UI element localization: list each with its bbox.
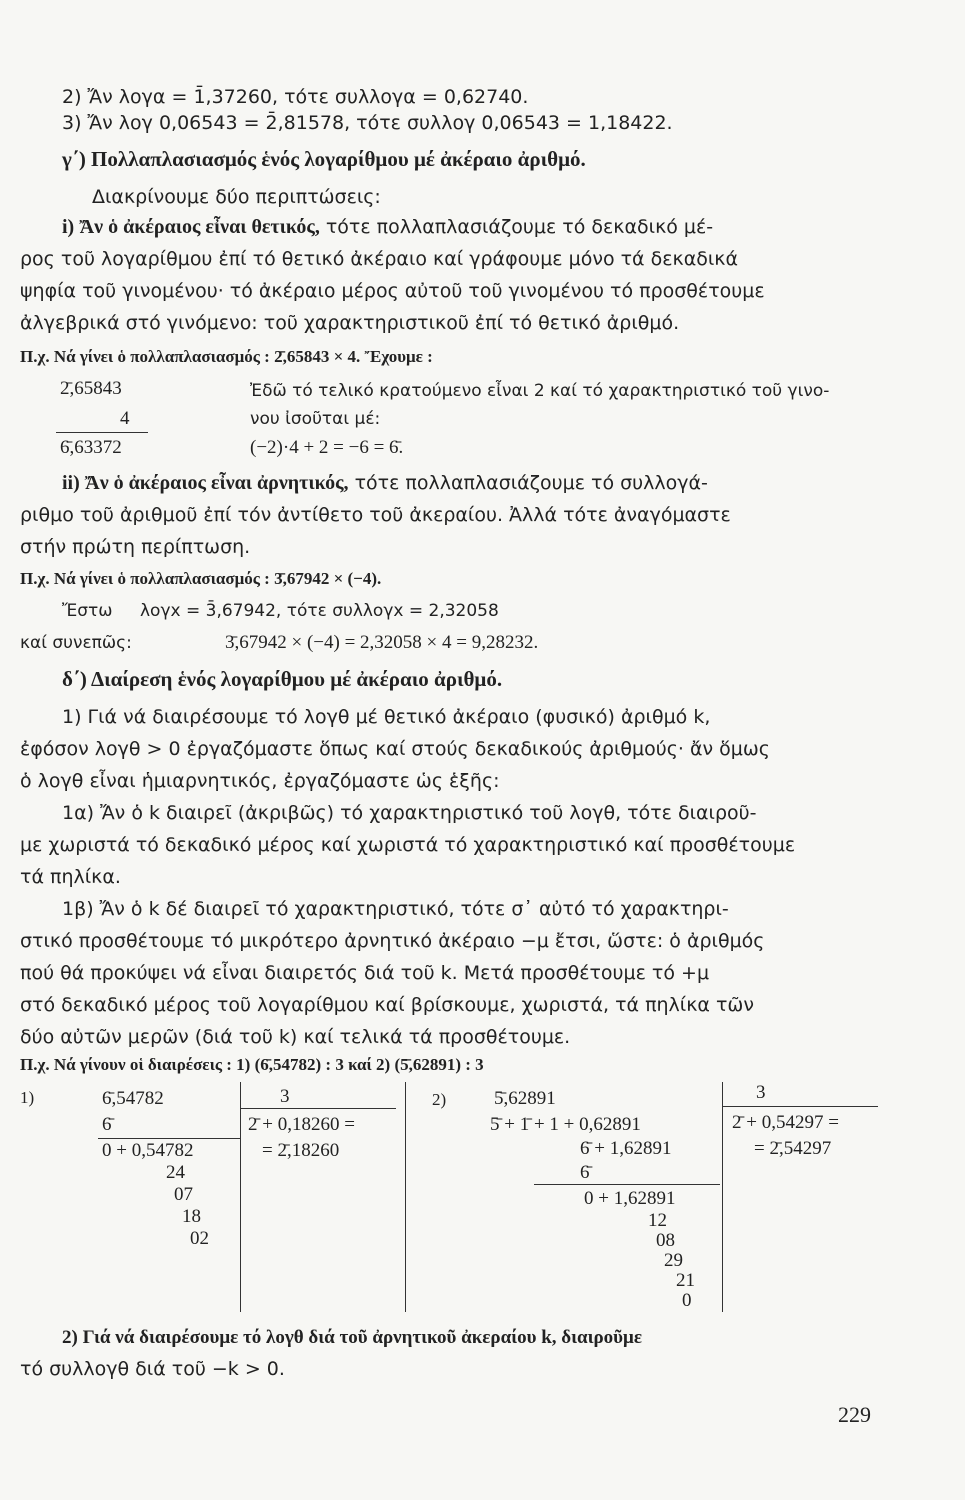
paragraph-line: ψηφία τοῦ γινομένου· τό ἀκέραιο μέρος αὐτοῦ τοῦ γινομένου τό προσθέτουμε	[20, 280, 765, 302]
paragraph-line	[62, 1324, 642, 1351]
paragraph-line: στικό προσθέτουμε τό μικρότερο ἀρνητικό ἀκέραιο −μ ἔτσι, ὥστε: ὁ ἀριθμός	[20, 930, 765, 952]
quotient: = 2̄,54297	[754, 1138, 832, 1159]
div-row: 6̄	[580, 1162, 590, 1183]
div-row: 6̄,54782	[102, 1088, 164, 1109]
div-row: 08	[656, 1230, 675, 1251]
divisor: 3	[756, 1082, 766, 1103]
division-label: 2)	[432, 1090, 447, 1109]
paragraph-line: στό δεκαδικό μέρος τοῦ λογαρίθμου καί βρίσκουμε, χωριστά, τά πηλίκα τῶν	[20, 994, 754, 1016]
case-i-text: τότε πολλαπλασιάζουμε τό δεκαδικό μέ-	[325, 216, 714, 238]
let-label: Ἔστω	[62, 601, 113, 621]
div-row: 6̄	[102, 1114, 112, 1135]
paragraph-line: 1α) Ἄν ὁ k διαιρεῖ (ἀκριβῶς) τό χαρακτηριστικό τοῦ λογθ, τότε διαιροῦ-	[62, 802, 757, 824]
case-ii-title: ii) Ἄν ὁ ἀκέραιος εἶναι ἀρνητικός,	[62, 472, 349, 494]
paragraph-line: στήν πρώτη περίπτωση.	[20, 536, 251, 558]
div-row: 24	[166, 1162, 185, 1183]
paragraph-line: 1) Γιά νά διαιρέσουμε τό λογθ μέ θετικό ἀκέραιο (φυσικό) ἀριθμό k,	[62, 706, 711, 728]
div-row: 18	[182, 1206, 201, 1227]
paragraph-line: τά πηλίκα.	[20, 866, 121, 888]
section-heading-delta: δ΄) Διαίρεση ἑνός λογαρίθμου μέ ἀκέραιο ἀριθμό.	[62, 667, 503, 691]
paragraph-line: πού θά προκύψει νά εἶναι διαιρετός διά τοῦ k. Μετά προσθέτουμε τό +μ	[20, 962, 710, 984]
quotient: = 2̄,18260	[262, 1140, 340, 1161]
div-row: 02	[190, 1228, 209, 1249]
div-row: 5̄,62891	[494, 1088, 556, 1109]
paragraph-line: με χωριστά τό δεκαδικό μέρος καί χωριστά τό χαρακτηριστικό καί προσθέτουμε	[20, 834, 796, 856]
paragraph-line: Διακρίνουμε δύο περιπτώσεις:	[92, 186, 381, 208]
mult-rule	[56, 432, 148, 433]
note-equation: (−2)·4 + 2 = −6 = 6̄.	[250, 437, 404, 458]
case-i-title: i) Ἄν ὁ ἀκέραιος εἶναι θετικός,	[62, 216, 320, 238]
div-bar	[722, 1082, 723, 1312]
mult-multiplier: 4	[120, 408, 130, 429]
div-row: 07	[174, 1184, 193, 1205]
let-equation: λογx = 3̄,67942, τότε συλλογx = 2,32058	[140, 601, 499, 621]
example-line-2: 2) Ἄν λογα = 1̄,37260, τότε συλλογα = 0,62740.	[62, 86, 529, 108]
paragraph-line: δύο αὐτῶν μερῶν (διά τοῦ k) καί τελικά τά προσθέτουμε.	[20, 1026, 571, 1048]
div-row: 5̄ + 1̄ + 1 + 0,62891	[490, 1114, 641, 1135]
paragraph-line: ριθμο τοῦ ἀριθμοῦ ἐπί τόν ἀντίθετο τοῦ ἀκεραίου. Ἀλλά τότε ἀναγόμαστε	[20, 504, 731, 526]
paragraph-line: ὁ λογθ εἶναι ἡμιαρνητικός, ἐργαζόμαστε ὡς ἑξῆς:	[20, 770, 500, 792]
quotient: 2̄ + 0,54297 =	[732, 1112, 839, 1133]
example-heading-3: Π.χ. Νά γίνουν οἱ διαιρέσεις : 1) (6̄,54782) : 3 καί 2) (5̄,62891) : 3	[20, 1055, 484, 1074]
paragraph-line: ρος τοῦ λογαρίθμου ἐπί τό θετικό ἀκέραιο καί γράφουμε μόνο τά δεκαδικά	[20, 248, 739, 270]
mult-result: 6̄,63372	[60, 437, 122, 458]
div-row: 0 + 0,54782	[102, 1140, 194, 1161]
hence-label: καί συνεπῶς:	[20, 633, 132, 653]
example-heading-1: Π.χ. Νά γίνει ὁ πολλαπλασιασμός : 2̄,65843 × 4. Ἔχουμε :	[20, 347, 433, 366]
example-line-3: 3) Ἄν λογ 0,06543 = 2̄,81578, τότε συλλογ 0,06543 = 1,18422.	[62, 112, 673, 134]
section-heading-gamma: γ΄) Πολλαπλασιασμός ἑνός λογαρίθμου μέ ἀκέραιο ἀριθμό.	[62, 147, 586, 171]
divisor: 3	[280, 1086, 290, 1107]
case-ii-text: τότε πολλαπλασιάζουμε τό συλλογά-	[354, 472, 708, 494]
note-line: νου ἰσοῦται μέ:	[250, 409, 381, 429]
quotient: 2̄ + 0,18260 =	[248, 1114, 355, 1135]
divisor-rule	[722, 1106, 878, 1107]
example-heading-2: Π.χ. Νά γίνει ὁ πολλαπλασιασμός : 3̄,67942 × (−4).	[20, 569, 382, 588]
paragraph-line: τό συλλογθ διά τοῦ −k > 0.	[20, 1358, 285, 1380]
paragraph-line: ἐφόσον λογθ > 0 ἐργαζόμαστε ὅπως καί στούς δεκαδικούς ἀριθμούς· ἄν ὅμως	[20, 738, 770, 760]
div-bar	[240, 1082, 241, 1312]
mult-operand: 2̄,65843	[60, 378, 122, 399]
div-row: 0	[682, 1290, 692, 1311]
note-line: Ἐδῶ τό τελικό κρατούμενο εἶναι 2 καί τό χαρακτηριστικό τοῦ γινο-	[250, 381, 830, 401]
page-number: 229	[838, 1402, 871, 1427]
div-row: 29	[664, 1250, 683, 1271]
division-label: 1)	[20, 1088, 35, 1107]
rule-2-text: 2) Γιά νά διαιρέσουμε τό λογθ διά τοῦ ἀρνητικοῦ ἀκεραίου k, διαιροῦμε	[62, 1327, 642, 1348]
case-i-line	[62, 214, 713, 240]
case-ii-line	[62, 470, 708, 496]
div-rule	[534, 1184, 720, 1185]
hence-equation: 3̄,67942 × (−4) = 2,32058 × 4 = 9,28232.	[225, 632, 539, 653]
paragraph-line: 1β) Ἄν ὁ k δέ διαιρεῖ τό χαρακτηριστικό, τότε σ᾽ αὐτό τό χαρακτηρι-	[62, 898, 729, 920]
div-row: 6̄ + 1,62891	[580, 1138, 672, 1159]
column-divider	[405, 1082, 406, 1312]
paragraph-line: ἀλγεβρικά στό γινόμενο: τοῦ χαρακτηριστικοῦ ἐπί τό θετικό ἀριθμό.	[20, 312, 680, 334]
div-row: 0 + 1,62891	[584, 1188, 676, 1209]
div-row: 21	[676, 1270, 695, 1291]
divisor-rule	[240, 1108, 396, 1109]
div-row: 12	[648, 1210, 667, 1231]
